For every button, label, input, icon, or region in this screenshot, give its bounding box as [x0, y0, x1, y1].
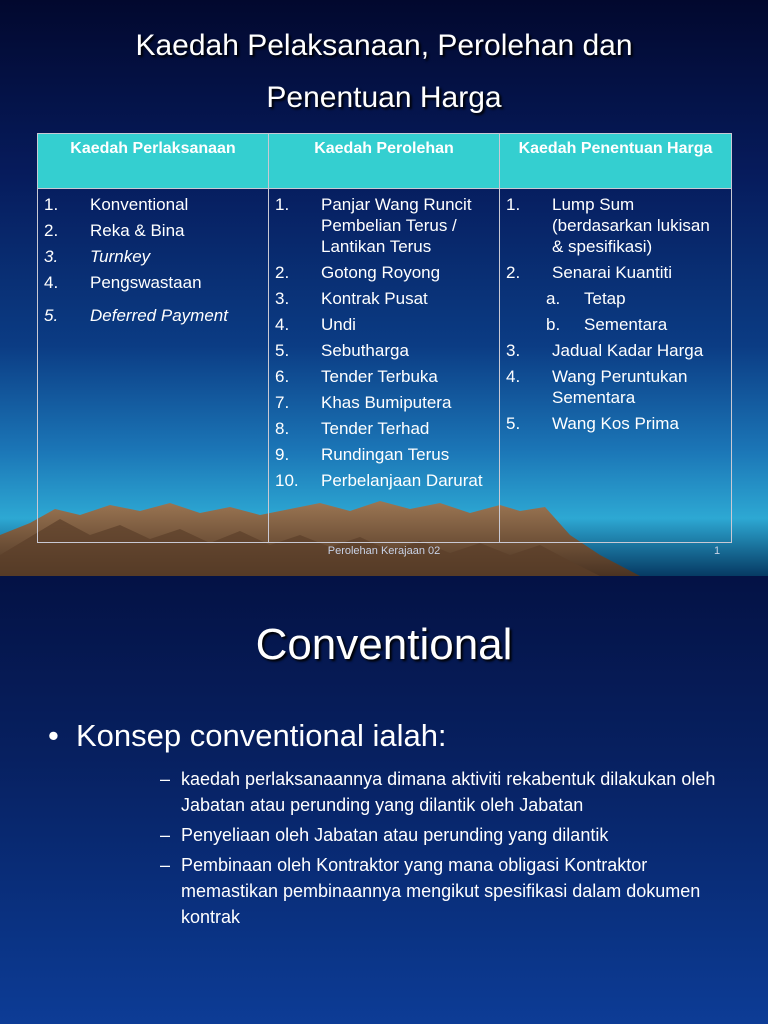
- sub-bullet-list: [160, 766, 745, 934]
- list-item-text: Reka & Bina: [90, 221, 185, 240]
- list-item-number: 5.: [44, 306, 59, 325]
- list-item-text: Tetap: [584, 289, 626, 308]
- bullet-mark: •: [48, 718, 59, 753]
- list-item-text: Gotong Royong: [321, 263, 441, 282]
- list-item: [275, 392, 493, 413]
- list-item: [44, 246, 262, 267]
- list-item: [44, 220, 262, 241]
- list-item-number: 2.: [44, 221, 59, 240]
- column-penentuan-harga: [500, 189, 732, 543]
- header-kaedah-perolehan: Kaedah Perolehan: [269, 134, 500, 189]
- list-item-text: Pembinaan oleh Kontraktor yang mana obligasi Kontraktor memastikan pembinaannya mengikut spesifikasi dalam dokumen kontrak: [181, 855, 701, 927]
- list-item-number: 2.: [275, 263, 290, 282]
- list-item-number: a.: [546, 289, 561, 308]
- header-kaedah-perlaksanaan: Kaedah Perlaksanaan: [38, 134, 269, 189]
- list-item-number: 8.: [275, 419, 290, 438]
- footer-text: Perolehan Kerajaan 02: [327, 545, 441, 557]
- list-item-number: 1.: [275, 195, 290, 214]
- column-perlaksanaan: [38, 189, 269, 543]
- list-item-text: Undi: [321, 315, 356, 334]
- slide-title: [0, 20, 768, 124]
- slide-2: [0, 576, 768, 1024]
- list-item-number: 1.: [44, 195, 59, 214]
- list-item-number: 9.: [275, 445, 290, 464]
- list-item: [275, 418, 493, 439]
- list-item-text: Jadual Kadar Harga: [552, 341, 704, 360]
- list-item: [44, 272, 262, 293]
- list-item: [275, 444, 493, 465]
- list-item: [506, 288, 725, 309]
- list-item-text: Deferred Payment: [90, 306, 228, 325]
- list-item: [44, 194, 262, 215]
- list-item-text: Lump Sum (berdasarkan lukisan & spesifikasi): [552, 195, 710, 256]
- dash-mark: –: [160, 769, 171, 789]
- slide-title-line-1: Kaedah Pelaksanaan, Perolehan dan: [135, 29, 633, 62]
- list-item-number: 10.: [275, 471, 299, 490]
- list-item: [275, 262, 493, 283]
- table-body-row: [38, 189, 732, 543]
- list-item-text: Khas Bumiputera: [321, 393, 452, 412]
- main-bullet-text: Konsep conventional ialah:: [76, 718, 447, 753]
- table-header-row: [38, 134, 732, 189]
- list-item-number: 7.: [275, 393, 290, 412]
- list-item-number: 4.: [506, 367, 521, 386]
- list-item-number: 6.: [275, 367, 290, 386]
- list-item-text: Senarai Kuantiti: [552, 263, 673, 282]
- list-item: [275, 314, 493, 335]
- list-item-text: Tender Terbuka: [321, 367, 438, 386]
- list-item-text: Sebutharga: [321, 341, 409, 360]
- list-item-number: b.: [546, 315, 561, 334]
- column-perolehan: [269, 189, 500, 543]
- list-item-text: Rundingan Terus: [321, 445, 450, 464]
- list-item-text: Wang Peruntukan Sementara: [552, 367, 688, 407]
- dash-mark: –: [160, 825, 171, 845]
- list-item-text: Penyeliaan oleh Jabatan atau perunding yang dilantik: [181, 825, 609, 845]
- list-item-text: Sementara: [584, 315, 668, 334]
- list-item: [275, 340, 493, 361]
- list-item-text: kaedah perlaksanaannya dimana aktiviti rekabentuk dilakukan oleh Jabatan atau perunding yang dilantik oleh Jabatan: [181, 769, 716, 815]
- list-item-text: Turnkey: [90, 247, 151, 266]
- slide-title-line-2: Penentuan Harga: [266, 81, 502, 114]
- list-item: [506, 194, 725, 257]
- list-item-number: 5.: [506, 414, 521, 433]
- header-kaedah-penentuan-harga: Kaedah Penentuan Harga: [500, 134, 732, 189]
- list-item: [506, 314, 725, 335]
- list-item: [160, 766, 745, 818]
- list-item-text: Perbelanjaan Darurat: [321, 471, 483, 490]
- main-bullet: [48, 718, 447, 754]
- dash-mark: –: [160, 855, 171, 875]
- list-item-number: 4.: [44, 273, 59, 292]
- list-item: [506, 366, 725, 408]
- list-item: [44, 305, 262, 326]
- list-item-number: 3.: [506, 341, 521, 360]
- list-item: [506, 413, 725, 434]
- list-item: [506, 262, 725, 283]
- list-item: [275, 194, 493, 257]
- page-number: 1: [714, 545, 721, 557]
- methods-table: [37, 133, 732, 543]
- list-item-number: 3.: [275, 289, 290, 308]
- list-item-text: Kontrak Pusat: [321, 289, 428, 308]
- list-item-number: 4.: [275, 315, 290, 334]
- list-item-number: 1.: [506, 195, 521, 214]
- list-item-text: Wang Kos Prima: [552, 414, 679, 433]
- list-item-text: Tender Terhad: [321, 419, 430, 438]
- list-item: [275, 288, 493, 309]
- list-item-number: 2.: [506, 263, 521, 282]
- list-item-text: Konventional: [90, 195, 189, 214]
- slide-2-title: Conventional: [255, 620, 513, 669]
- list-item: [275, 470, 493, 491]
- list-item: [275, 366, 493, 387]
- list-item-number: 5.: [275, 341, 290, 360]
- list-item: [506, 340, 725, 361]
- list-item-number: 3.: [44, 247, 59, 266]
- list-item: [160, 852, 745, 930]
- list-item-text: Panjar Wang Runcit Pembelian Terus / Lantikan Terus: [321, 195, 472, 256]
- list-item-text: Pengswastaan: [90, 273, 202, 292]
- list-item: [160, 822, 745, 848]
